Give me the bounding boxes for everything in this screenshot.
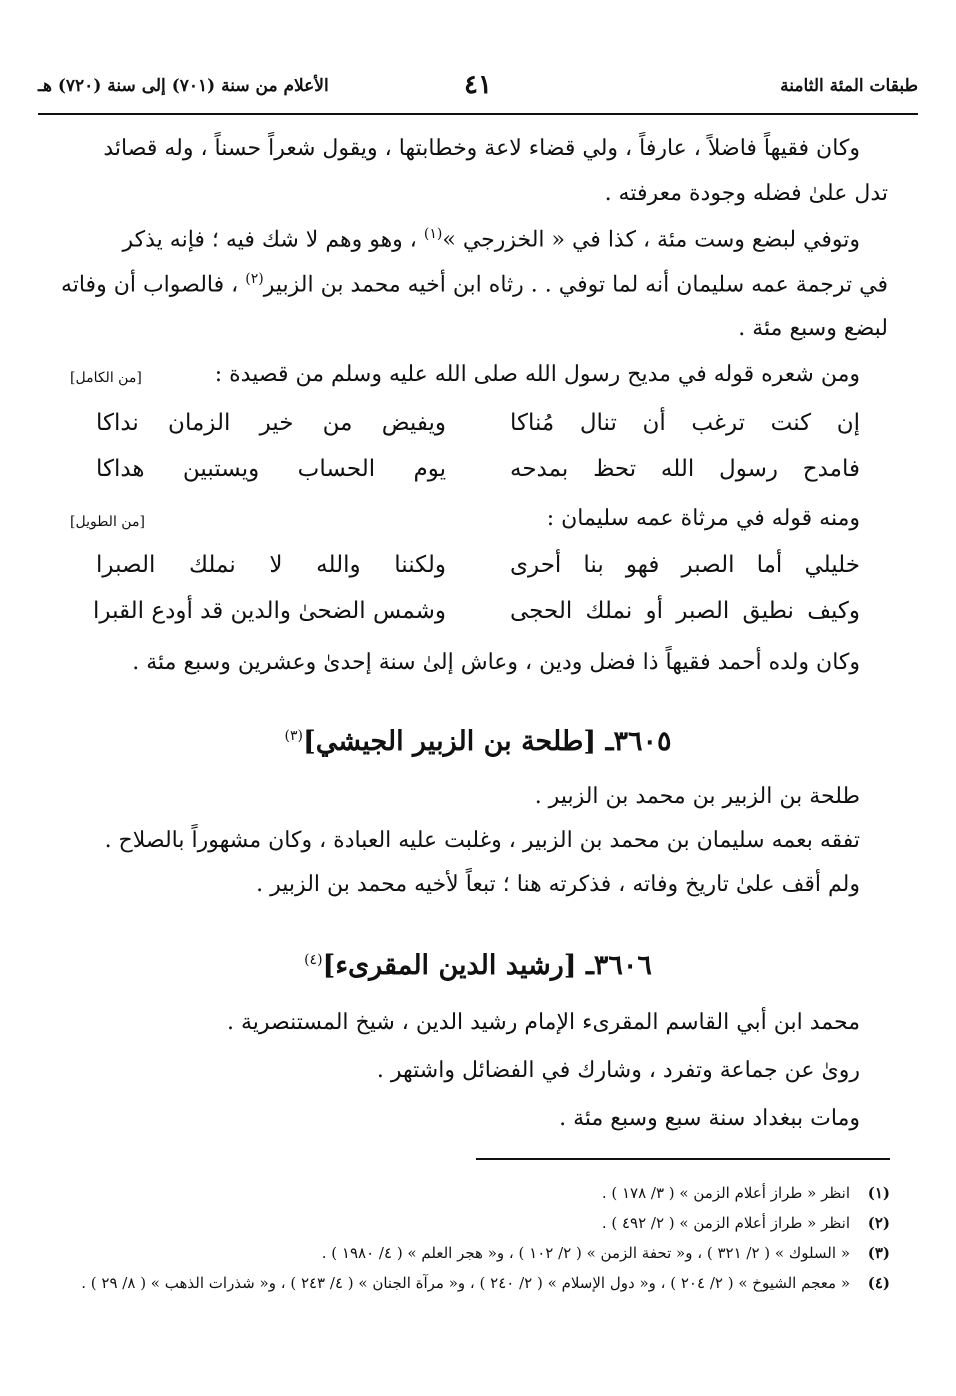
footnote [60,1180,890,1206]
footnote-ref: (٣) [284,728,303,744]
footnote-number: (٢) [867,1214,890,1232]
paragraph-line: وكان فقيهاً فاضلاً ، عارفاً ، ولي قضاء لاعة وخطابتها ، ويقول شعراً حسناً ، وله قصائد [103,136,860,161]
header-range: الأعلام من سنة (٧٠١) إلى سنة (٧٢٠) هـ [38,76,329,96]
text-run: ، فالصواب أن وفاته [60,272,239,298]
text-run: في ترجمة عمه سليمان أنه لما توفي . . رثاه ابن أخيه محمد بن الزبير [263,272,888,298]
footnote [60,1210,890,1236]
footnote-number: (٤) [867,1274,890,1292]
entry-title [0,726,956,757]
paragraph-line: ومنه قوله في مرثاة عمه سليمان : [546,506,860,531]
entry-title [0,950,956,981]
paragraph-line: تدل علىٰ فضله وجودة معرفته . [604,181,888,206]
footnote-ref: (٢) [245,271,264,287]
verse-hemistich: وكيف نطيق الصبر أو نملك الحجى [510,598,860,624]
meter-label: [من الطويل] [70,514,145,530]
footnote [60,1240,890,1266]
text-run: ، وهو وهم لا شك فيه ؛ فإنه يذكر [122,227,417,253]
header-rule [38,113,918,115]
footnote-ref: (٤) [304,952,323,968]
meter-label: [من الكامل] [70,370,142,386]
paragraph-line: محمد ابن أبي القاسم المقرىء الإمام رشيد الدين ، شيخ المستنصرية . [226,1010,860,1035]
paragraph-line: ومن شعره قوله في مديح رسول الله صلى الله عليه وسلم من قصيدة : [214,362,860,387]
footnote-text: انظر « طراز أعلام الزمن » ( ٣/ ١٧٨ ) . [601,1184,850,1202]
paragraph-line: وكان ولده أحمد فقيهاً ذا فضل ودين ، وعاش إلىٰ سنة إحدىٰ وعشرين وسبع مئة . [132,650,860,675]
footnote-text: « السلوك » ( ٢/ ٣٢١ ) ، و« تحفة الزمن » ( ٢/ ١٠٢ ) ، و« هجر العلم » ( ٤/ ١٩٨٠ ) . [321,1244,850,1262]
footnote [60,1270,890,1296]
verse-hemistich: خليلي أما الصبر فهو بنا أحرى [510,552,860,578]
footnote-number: (١) [867,1184,890,1202]
footnote-rule [476,1158,890,1160]
paragraph-line: روىٰ عن جماعة وتفرد ، وشارك في الفضائل واشتهر . [376,1058,860,1083]
verse-hemistich: إن كنت ترغب أن تنال مُناكا [510,410,860,436]
running-header [38,70,918,108]
verse-hemistich: ولكننا والله لا نملك الصبرا [96,552,446,578]
paragraph-line: طلحة بن الزبير بن محمد بن الزبير . [534,784,860,809]
verse-hemistich: فامدح رسول الله تحظ بمدحه [510,456,860,482]
paragraph-line: ولم أقف علىٰ تاريخ وفاته ، فذكرته هنا ؛ تبعاً لأخيه محمد بن الزبير . [256,872,860,897]
paragraph-line: ومات ببغداد سنة سبع وسبع مئة . [559,1106,860,1131]
verse-hemistich: ويفيض من خير الزمان نداكا [96,410,446,436]
paragraph-line [61,271,888,297]
paragraph-line: لبضع وسبع مئة . [738,316,888,341]
verse-hemistich: يوم الحساب ويستبين هداكا [96,456,446,482]
footnote-number: (٣) [867,1244,890,1262]
entry-title-text: ٣٦٠٥ـ [طلحة بن الزبير الجيشي] [302,726,672,757]
page-number: ٤١ [464,70,492,100]
header-book-section: طبقات المئة الثامنة [780,76,918,96]
footnote-text: انظر « طراز أعلام الزمن » ( ٢/ ٤٩٢ ) . [601,1214,850,1232]
footnote-ref: (١) [423,226,443,242]
entry-title-text: ٣٦٠٦ـ [رشيد الدين المقرىء] [322,950,652,981]
footnote-text: « معجم الشيوخ » ( ٢/ ٢٠٤ ) ، و« دول الإسلام » ( ٢/ ٢٤٠ ) ، و« مرآة الجنان » ( ٤/ ٢٤٣ ) ، و« شذرات الذهب » ( ٨/ ٢٩ ) . [81,1274,850,1292]
paragraph-line: تفقه بعمه سليمان بن محمد بن الزبير ، وغلبت عليه العبادة ، وكان مشهوراً بالصلاح . [104,828,860,853]
verse-hemistich: وشمس الضحىٰ والدين قد أودع القبرا [93,598,446,624]
text-run: وتوفي لبضع وست مئة ، كذا في « الخزرجي » [442,227,860,253]
paragraph-line [123,226,861,252]
